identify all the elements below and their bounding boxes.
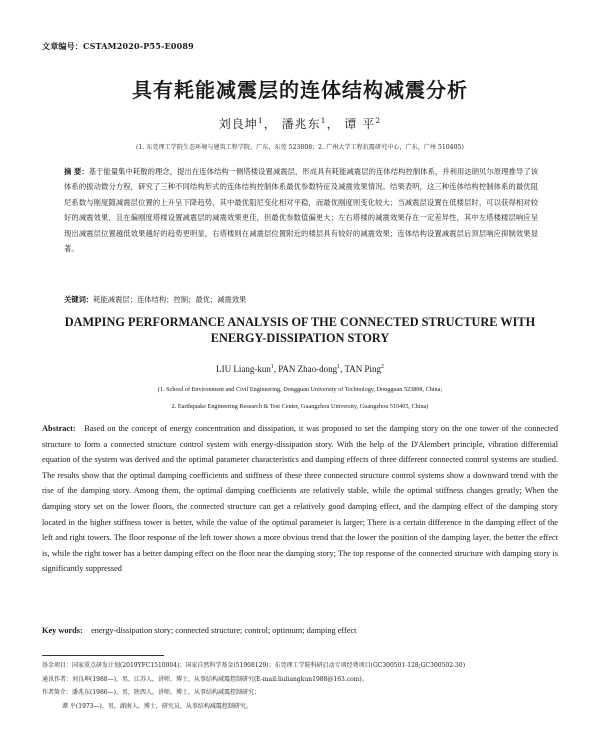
english-affiliation-line-2: 2. Earthquake Engineering Research & Test Center, Guangzhou University, Guangzhou 510405, China): [171, 403, 429, 410]
footnote-funding: 基金项目：国家重点研发计划(2019YFC1510004)；国家自然科学基金(51908129)；东莞理工学院科研启动专项经费项目(GC300501-128;GC300502-30): [42, 662, 466, 669]
author-affiliation-mark: 2: [375, 116, 382, 125]
author-affiliation-mark: 1: [257, 116, 264, 125]
english-title: DAMPING PERFORMANCE ANALYSIS OF THE CONNECTED STRUCTURE WITH ENERGY-DISSIPATION STORY: [64, 315, 536, 345]
chinese-authors: 刘良坤$^1$， 潘兆东$^1$， 谭 平$^2$: [218, 116, 382, 131]
chinese-keywords-label: 关键词：: [64, 295, 94, 304]
chinese-abstract: [64, 164, 538, 256]
english-abstract-text: Based on the concept of energy concentration and dissipation, it was proposed to set the damping story on the one tower of the connected structure to form a connected structure control system with energy-dissipation story. With the help of the D'Alembert principle, vibration differential equation of the system was derived and the optimal parameter characteristics and damping effects of three different connected control systems are studied. The results show that the optimal damping coefficients and stiffness of these three connected structure control systems show a downward trend with the rise of the damping story. Among them, the optimal damping coefficients are relatively stable, while the optimal stiffness changes greatly; When the damping story set on the lower floors, the connected structure can get a relatively good damping effect, and the damping effect of the damping story located in the higher stiffness tower is better, while the value of the optimal parameter is larger; There is a certain difference in the damping effect of the left and right towers. The floor response of the left tower shows a more obvious trend that the lower the position of the damping layer, the better the effect is, while the right tower has a better damping effect on the floor near the damping story; The top response of the connected structure with damping story is significantly suppressed: [42, 424, 558, 574]
english-keywords-label: Key words:: [42, 626, 83, 635]
footnote-author-bio-2: 谭 平(1973—)，男，湖南人，博士，研究员，从事结构减震控制研究。: [62, 702, 252, 710]
english-abstract: [42, 421, 558, 577]
author-name: 刘良坤: [218, 117, 258, 131]
chinese-abstract-label: 摘 要：: [64, 167, 89, 176]
chinese-abstract-text: 基于能量集中耗散的理念，提出在连体结构一侧塔楼设置减震层，形成具有耗能减震层的连体结构控制体系，并利用达朗贝尔原理推导了该体系的振动微分方程，研究了三种不同结构形式的连体结构控制体系最优参数特征及减震效果情况。结果表明，这三种连体结构控制体系的最优阻尼系数与刚度随减震层位置的上升呈下降趋势，其中最优阻尼变化相对平稳，而最优刚度则变化较大；当减震层设置在低楼层时，可以获得相对较好的减震效果，且在偏刚度塔楼设置减震层的减震效果更佳，但最优参数值偏更大；左右塔楼的减震效果存在一定差异性，其中左塔楼楼层响应呈现出减震层位置越低效果越好的趋势更明显，右塔楼则在减震层位置附近的楼层具有较好的减震效果；连体结构设置减震层后顶层响应抑制效果显著。: [64, 167, 538, 254]
footnote-corresponding-author: 通讯作者：刘良坤(1988—)，男，江苏人，讲师，博士，从事结构减震控制研究(E-mail:liuliangkun1988@163.com)。: [42, 675, 368, 683]
english-affiliation: [0, 381, 600, 415]
chinese-affiliation: (1. 东莞理工学院生态环境与建筑工程学院，广东，东莞 523808；2. 广州大学工程抗震研究中心，广东，广州 510405): [136, 144, 464, 151]
author-name: 谭 平: [344, 117, 376, 131]
document-number: 文章编号：CSTAM2020-P55-E0089: [42, 41, 194, 51]
author-name: 潘兆东: [281, 117, 321, 131]
english-authors: LIU Liang-kun$^1$, PAN Zhao-dong$^1$, TAN Ping$^2$: [216, 364, 384, 374]
author-affiliation-mark: 1: [270, 364, 274, 370]
footnote-separator: [42, 655, 164, 656]
author-name: LIU Liang-kun: [216, 364, 271, 374]
chinese-keywords-text: 耗能减震层；连体结构；控制；最优；减震效果: [93, 295, 247, 304]
author-name: PAN Zhao-dong: [278, 364, 338, 374]
footnote-author-bio: 作者简介：潘兆东(1986—)，男，陕西人，讲师，博士，从事结构减震控制研究；: [42, 689, 260, 697]
english-affiliation-line-1: (1. School of Environment and Civil Engineering, Dongguan University of Technology, Dongguan 523808, China;: [157, 386, 443, 393]
author-affiliation-mark: 1: [320, 116, 327, 125]
author-affiliation-mark: 2: [380, 364, 384, 370]
english-abstract-label: Abstract:: [42, 424, 76, 433]
footnotes: [42, 659, 562, 713]
english-keywords: [42, 626, 558, 635]
english-keywords-text: energy-dissipation story; connected structure; control; optimum; damping effect: [91, 626, 357, 635]
author-name: TAN Ping: [344, 364, 381, 374]
author-affiliation-mark: 1: [337, 364, 341, 370]
chinese-title: 具有耗能减震层的连体结构减震分析: [132, 78, 468, 102]
chinese-keywords: [64, 295, 538, 305]
